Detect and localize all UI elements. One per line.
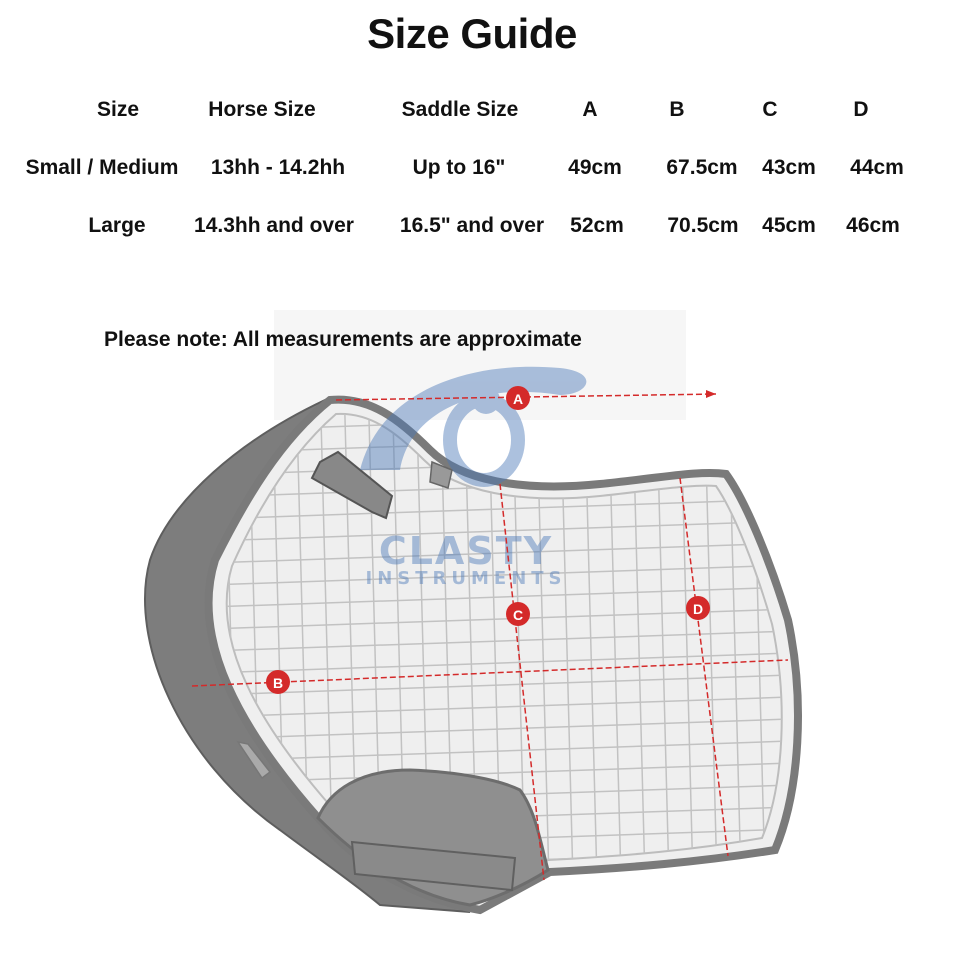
arrow-a <box>706 390 716 398</box>
quilt-line <box>800 380 814 920</box>
row1-saddle-size: Up to 16" <box>412 156 506 179</box>
marker-c <box>506 602 530 626</box>
header-d: D <box>853 98 869 121</box>
header-saddle-size: Saddle Size <box>401 98 519 121</box>
row2-saddle-size: 16.5" and over <box>399 214 545 237</box>
svg-text:A: A <box>512 391 524 407</box>
header-b: B <box>669 98 685 121</box>
header-size: Size <box>96 98 140 121</box>
approximate-note: Please note: All measurements are approximate <box>104 328 582 351</box>
marker-b <box>266 670 290 694</box>
marker-d <box>686 596 710 620</box>
row2-horse-size: 14.3hh and over <box>194 214 354 237</box>
row2-d: 46cm <box>846 214 900 237</box>
watermark-brand: CLASTY <box>378 529 554 573</box>
row1-size: Small / Medium <box>25 156 179 179</box>
svg-text:B: B <box>272 675 284 691</box>
svg-text:C: C <box>512 607 524 623</box>
marker-a <box>506 386 530 410</box>
watermark-sub: INSTRUMENTS <box>365 568 567 589</box>
girth-panel <box>318 770 548 905</box>
page-title: Size Guide <box>367 10 577 57</box>
row2-size: Large <box>88 214 146 237</box>
row1-d: 44cm <box>850 156 904 179</box>
row2-c: 45cm <box>762 214 816 237</box>
row1-c: 43cm <box>762 156 816 179</box>
row1-horse-size: 13hh - 14.2hh <box>210 156 346 179</box>
header-a: A <box>582 98 598 121</box>
header-horse-size: Horse Size <box>208 98 316 121</box>
svg-text:D: D <box>692 601 704 617</box>
row2-b: 70.5cm <box>667 214 739 237</box>
row1-b: 67.5cm <box>666 156 738 179</box>
row1-a: 49cm <box>568 156 622 179</box>
header-c: C <box>762 98 778 121</box>
row2-a: 52cm <box>570 214 624 237</box>
